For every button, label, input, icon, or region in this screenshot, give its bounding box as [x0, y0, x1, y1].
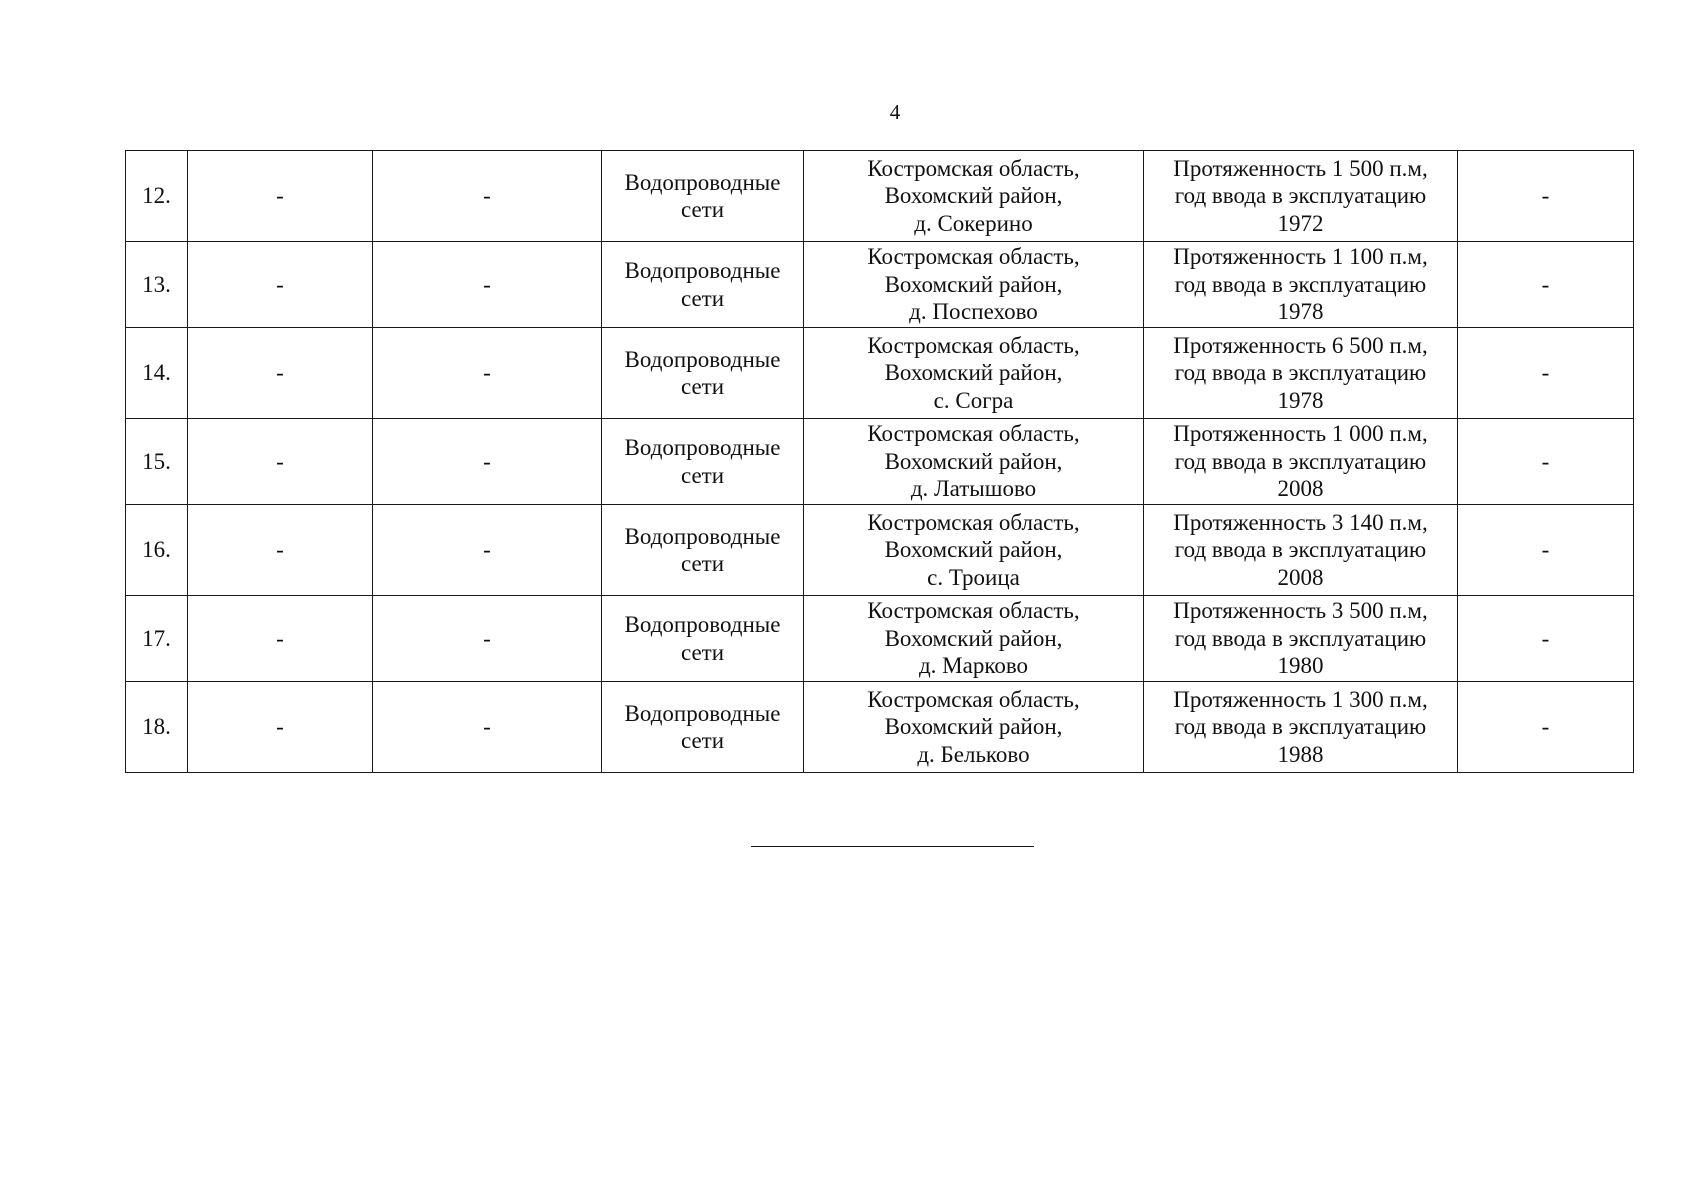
empty-value-cell: -: [188, 682, 373, 773]
address-line: д. Поспехово: [909, 299, 1038, 325]
characteristics-cell: [1144, 682, 1458, 773]
characteristics-line: год ввода в эксплуатацию: [1174, 537, 1427, 563]
object-name-cell: [602, 419, 804, 505]
empty-value-cell: -: [188, 242, 373, 328]
address-line: Костромская область,: [867, 686, 1080, 712]
characteristics-cell: [1144, 151, 1458, 242]
address-cell: [804, 682, 1144, 773]
address-line: с. Согра: [933, 387, 1014, 413]
address-line: д. Бельково: [917, 741, 1030, 767]
address-cell: [804, 419, 1144, 505]
empty-value-cell: -: [373, 328, 602, 419]
row-number-cell: 14.: [126, 328, 188, 419]
row-number-cell: 17.: [126, 596, 188, 682]
object-name-line: сети: [680, 374, 725, 399]
row-number-cell: 16.: [126, 505, 188, 596]
table-row: [126, 505, 1634, 596]
address-line: Костромская область,: [867, 332, 1080, 358]
characteristics-line: 1972: [1277, 210, 1324, 236]
characteristics-line: Протяженность 1 300 п.м,: [1173, 686, 1428, 712]
table-row: [126, 151, 1634, 242]
object-name-line: сети: [680, 639, 725, 665]
address-line: Вохомский район,: [884, 183, 1063, 209]
address-line: д. Марково: [918, 653, 1029, 679]
address-cell: [804, 328, 1144, 419]
empty-value-cell: -: [1458, 242, 1634, 328]
characteristics-line: год ввода в эксплуатацию: [1174, 271, 1427, 297]
empty-value-cell: -: [373, 419, 602, 505]
address-line: Вохомский район,: [884, 714, 1063, 740]
address-line: Костромская область,: [867, 598, 1080, 624]
object-name-cell: [602, 151, 804, 242]
characteristics-line: год ввода в эксплуатацию: [1174, 183, 1427, 209]
empty-value-cell: -: [1458, 328, 1634, 419]
row-number-cell: 12.: [126, 151, 188, 242]
address-cell: [804, 242, 1144, 328]
address-line: Костромская область,: [867, 421, 1080, 447]
table-row: [126, 419, 1634, 505]
object-name-line: сети: [680, 462, 725, 488]
characteristics-cell: [1144, 242, 1458, 328]
table-row: [126, 682, 1634, 773]
characteristics-line: Протяженность 1 500 п.м,: [1173, 155, 1428, 181]
object-name-cell: [602, 242, 804, 328]
address-line: Вохомский район,: [884, 537, 1063, 563]
address-line: с. Троица: [927, 564, 1020, 590]
address-cell: [804, 596, 1144, 682]
address-line: Костромская область,: [867, 155, 1080, 181]
table-row: [126, 328, 1634, 419]
empty-value-cell: -: [373, 596, 602, 682]
object-name-cell: [602, 328, 804, 419]
object-name-line: сети: [680, 285, 725, 311]
characteristics-cell: [1144, 419, 1458, 505]
address-line: Вохомский район,: [884, 271, 1063, 297]
empty-value-cell: -: [373, 151, 602, 242]
empty-value-cell: -: [1458, 419, 1634, 505]
row-number-cell: 13.: [126, 242, 188, 328]
address-cell: [804, 505, 1144, 596]
characteristics-cell: [1144, 505, 1458, 596]
characteristics-line: год ввода в эксплуатацию: [1174, 625, 1427, 651]
empty-value-cell: -: [373, 682, 602, 773]
object-name-line: Водопроводные: [624, 435, 781, 460]
characteristics-line: год ввода в эксплуатацию: [1174, 448, 1427, 474]
empty-value-cell: -: [188, 328, 373, 419]
address-line: Костромская область,: [867, 509, 1080, 535]
empty-value-cell: -: [1458, 682, 1634, 773]
row-number-cell: 18.: [126, 682, 188, 773]
empty-value-cell: -: [1458, 596, 1634, 682]
object-name-line: Водопроводные: [624, 700, 781, 726]
object-name-cell: [602, 682, 804, 773]
characteristics-line: Протяженность 3 500 п.м,: [1173, 598, 1428, 624]
address-line: д. Сокерино: [914, 210, 1033, 236]
characteristics-line: Протяженность 6 500 п.м,: [1173, 332, 1428, 358]
empty-value-cell: -: [373, 242, 602, 328]
characteristics-line: 1980: [1277, 653, 1324, 679]
characteristics-line: год ввода в эксплуатацию: [1174, 714, 1427, 740]
object-name-line: сети: [680, 197, 725, 222]
property-register-table: [125, 150, 1634, 773]
page-number: 4: [889, 100, 901, 124]
object-name-line: Водопроводные: [624, 612, 781, 637]
empty-value-cell: -: [1458, 505, 1634, 596]
table-row: [126, 242, 1634, 328]
table-row: [126, 596, 1634, 682]
characteristics-line: 2008: [1277, 476, 1324, 502]
object-name-cell: [602, 596, 804, 682]
object-name-line: Водопроводные: [624, 346, 781, 372]
closing-divider-line: [751, 846, 1034, 847]
empty-value-cell: -: [373, 505, 602, 596]
address-line: Вохомский район,: [884, 360, 1063, 386]
characteristics-line: 1978: [1277, 387, 1324, 413]
empty-value-cell: -: [188, 151, 373, 242]
characteristics-line: Протяженность 3 140 п.м,: [1173, 509, 1428, 535]
address-cell: [804, 151, 1144, 242]
empty-value-cell: -: [1458, 151, 1634, 242]
characteristics-line: 1978: [1277, 299, 1324, 325]
object-name-line: Водопроводные: [624, 258, 781, 283]
object-name-line: Водопроводные: [624, 169, 781, 195]
address-line: Вохомский район,: [884, 448, 1063, 474]
object-name-line: сети: [680, 551, 725, 576]
characteristics-line: 1988: [1277, 741, 1324, 767]
characteristics-line: Протяженность 1 000 п.м,: [1173, 421, 1428, 447]
characteristics-line: год ввода в эксплуатацию: [1174, 360, 1427, 386]
object-name-line: сети: [680, 728, 725, 753]
object-name-cell: [602, 505, 804, 596]
characteristics-line: Протяженность 1 100 п.м,: [1173, 244, 1428, 270]
empty-value-cell: -: [188, 505, 373, 596]
characteristics-line: 2008: [1277, 564, 1324, 590]
empty-value-cell: -: [188, 596, 373, 682]
empty-value-cell: -: [188, 419, 373, 505]
address-line: д. Латышово: [910, 476, 1037, 502]
object-name-line: Водопроводные: [624, 523, 781, 549]
characteristics-cell: [1144, 596, 1458, 682]
address-line: Костромская область,: [867, 244, 1080, 270]
address-line: Вохомский район,: [884, 625, 1063, 651]
characteristics-cell: [1144, 328, 1458, 419]
row-number-cell: 15.: [126, 419, 188, 505]
